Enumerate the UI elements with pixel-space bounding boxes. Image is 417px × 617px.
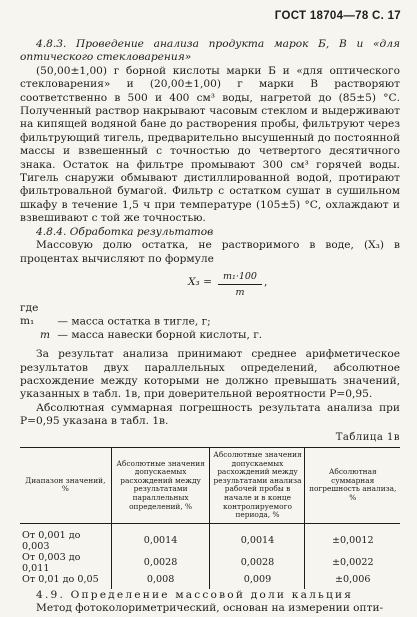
table-cell: 0,009 <box>210 574 305 589</box>
formula-fraction <box>218 270 262 300</box>
where-m1-text: — масса остатка в тигле, г; <box>57 315 211 328</box>
document-body <box>20 38 400 616</box>
formula-x3 <box>20 270 400 299</box>
table-cell: 0,0028 <box>210 552 305 574</box>
section-483-heading: 4.8.3. Проведение анализа продукта марок Б, В и «для оптического стекловарения» <box>20 38 400 64</box>
table-cell: 0,0028 <box>111 552 210 574</box>
table-cell: От 0,003 до 0,011 <box>22 551 81 574</box>
table-header-cell: Диапазон значений, % <box>20 447 111 523</box>
section-484-heading: 4.8.4. Обработка результатов <box>36 225 214 238</box>
table-cell: 0,0014 <box>111 523 210 552</box>
section-483-paragraph: (50,00±1,00) г борной кислоты марки Б и «для оптического стекловарения» и (20,00±1,00) г марки В растворяют соответственно в 500 и 400 см³ воды, нагретой до (85±5) °С. Полученный раствор накрывают часовым стеклом и выдерживают на кипящей водяной бане до растворения пробы, фильтруют через фильтрующий тигель, предварительно высушенный до постоянной массы и взвешенный с точностью до четвертого десятичного знака. Остаток на фильтре промывают 300 см³ горячей воды. Тигель снаружи обмывают дистиллированной водой, протирают фильтровальной бумагой. Фильтр с остатком сушат в сушильном шкафу в течение 1,5 ч при температуре (105±5) °С, охлаждают и взвешивают с той же точностью. <box>20 64 400 225</box>
where-m1-line <box>20 302 400 329</box>
where-m-label: m <box>39 328 50 341</box>
results-table <box>20 447 400 589</box>
section-49-paragraph: Метод фотоколориметрический, основан на измерении опти- <box>36 602 384 615</box>
table-cell: ±0,0022 <box>305 552 400 574</box>
table-cell: 0,0014 <box>210 523 305 552</box>
table-row <box>20 552 400 574</box>
table-header-cell: Абсолютные значения допускаемых расхождений между результатами анализа рабочей пробы в начале и в конце контролируемого периода, % <box>210 447 305 523</box>
table-header-cell: Абсолютная суммарная погрешность анализа, % <box>305 447 400 523</box>
section-484-paragraph-2: За результат анализа принимают среднее арифметическое результатов двух параллельных определений, абсолютное расхождение между которыми не должно превышать значений, указанных в табл. 1в, при доверительной вероятности P=0,95. <box>20 348 400 401</box>
running-head: ГОСТ 18704—78 С. 17 <box>274 10 401 22</box>
formula-denominator: m <box>235 287 245 299</box>
formula-comma: , <box>264 275 268 288</box>
section-49-heading: 4.9. Определение массовой доли кальция <box>36 588 354 601</box>
formula-numerator: m₁·100 <box>218 270 262 285</box>
table-row <box>20 523 400 552</box>
table-cell: ±0,0012 <box>305 523 400 552</box>
formula-lhs: X₃ = <box>188 275 213 288</box>
table-cell: ±0,006 <box>305 574 400 589</box>
table-cell: От 0,001 до 0,003 <box>22 529 81 552</box>
table-cell: 0,008 <box>111 574 210 589</box>
where-m1-label: где m₁ <box>20 301 39 328</box>
table-cell: От 0,01 до 0,05 <box>22 573 99 585</box>
table-row <box>20 574 400 589</box>
where-m-text: — масса навески борной кислоты, г. <box>57 328 263 341</box>
table-header-row <box>20 447 400 523</box>
section-484-paragraph-3: Абсолютная суммарная погрешность результата анализа при P=0,95 указана в табл. 1в. <box>20 401 400 428</box>
table-title: Таблица 1в <box>335 431 400 443</box>
table-header-cell: Абсолютные значения допускаемых расхождений между результатами параллельных определений, % <box>111 447 210 523</box>
section-484-intro: Массовую долю остатка, не растворимого в воде, (X₃) в процентах вычисляют по формуле <box>20 239 400 265</box>
where-m-line <box>20 329 400 342</box>
